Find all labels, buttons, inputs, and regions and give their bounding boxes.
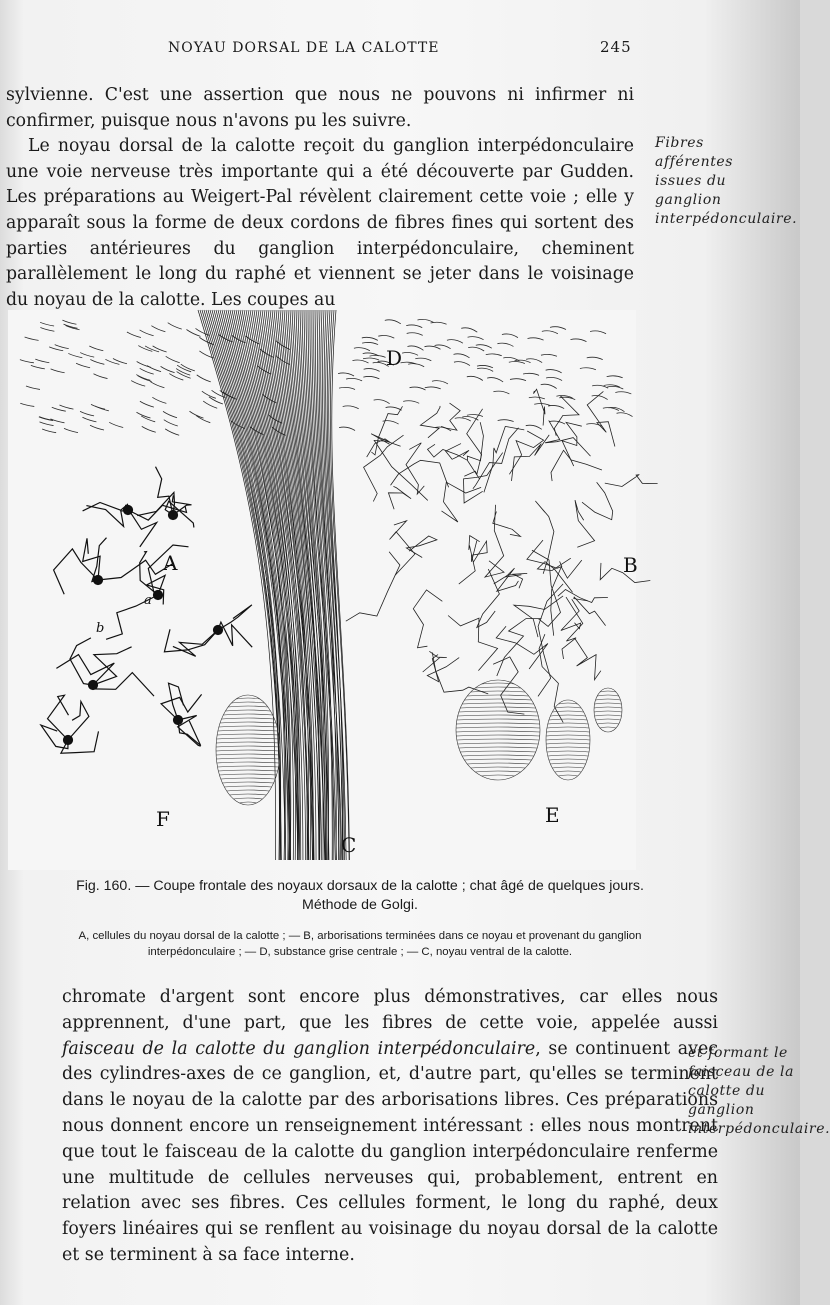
text-block-bottom [62,985,718,1269]
page-number: 245 [600,38,632,56]
label-a: a [144,593,152,608]
label-C: C [341,833,357,857]
paragraph-1: sylvienne. C'est une assertion que nous ne pouvons ni infirmer ni confirmer, puisque nous n'avons pu les suivre. [6,85,634,131]
figure-160 [8,310,636,870]
figure-caption: Fig. 160. — Coupe frontale des noyaux dorsaux de la calotte ; chat âgé de quelques jours. Méthode de Golgi. [76,878,644,913]
label-B: B [623,553,638,577]
label-F: F [156,807,170,831]
running-title: NOYAU DORSAL DE LA CALOTTE [168,40,440,56]
margin-note-afferent-fibres: Fibres afférentes issues du ganglion interpédonculaire. [655,135,798,227]
term-faisceau: faisceau de la calotte du ganglion interpédonculaire [62,1038,536,1059]
paragraph-3-end: , se continuent avec des cylindres-axes de ce ganglion, et, d'autre part, qu'elles se terminent dans le noyau de la calotte par des arborisations libres. Ces préparations nous donnent encore un renseignement intéressant : elles nous montrent que tout le faisceau de la calotte du ganglion interpédonculaire renferme une multitude de cellules nerveuses qui, probablement, entrent en relation avec ses fibres. Ces cellules forment, le long du raphé, deux foyers linéaires qui se renflent au voisinage du noyau dorsal de la calotte et se terminent à sa face interne. [62,1038,718,1265]
label-b: b [96,621,105,636]
figure-legend: A, cellules du noyau dorsal de la calotte ; — B, arborisations terminées dans ce noyau et provenant du ganglion interpédonculaire ; — D, substance grise centrale ; — C, noyau ventral de la calotte. [78,930,642,958]
paragraph-2: Le noyau dorsal de la calotte reçoit du ganglion interpédonculaire une voie nerveuse très importante qui a été découverte par Gudden. Les préparations au Weigert-Pal révèlent clairement cette voie ; elle y apparaît sous la forme de deux cordons de fibres fines qui sortent des parties antérieures du ganglion interpédonculaire, cheminent parallèlement le long du raphé et viennent se jeter dans le voisinage du noyau de la calotte. Les coupes au [6,136,634,310]
paragraph-3-start: chromate d'argent sont encore plus démonstratives, car elles nous apprennent, d'une part, que les fibres de cette voie, appelée aussi [62,987,718,1033]
running-header [0,38,800,60]
label-A: A [163,551,178,575]
label-D: D [386,346,403,370]
golgi-section-drawing [8,310,636,870]
margin-note-faisceau: et formant le faisceau de la calotte du ganglion interpédonculaire. [688,1045,830,1137]
text-block-top [6,83,634,313]
label-E: E [545,803,560,827]
paragraph-3 [62,985,718,1269]
